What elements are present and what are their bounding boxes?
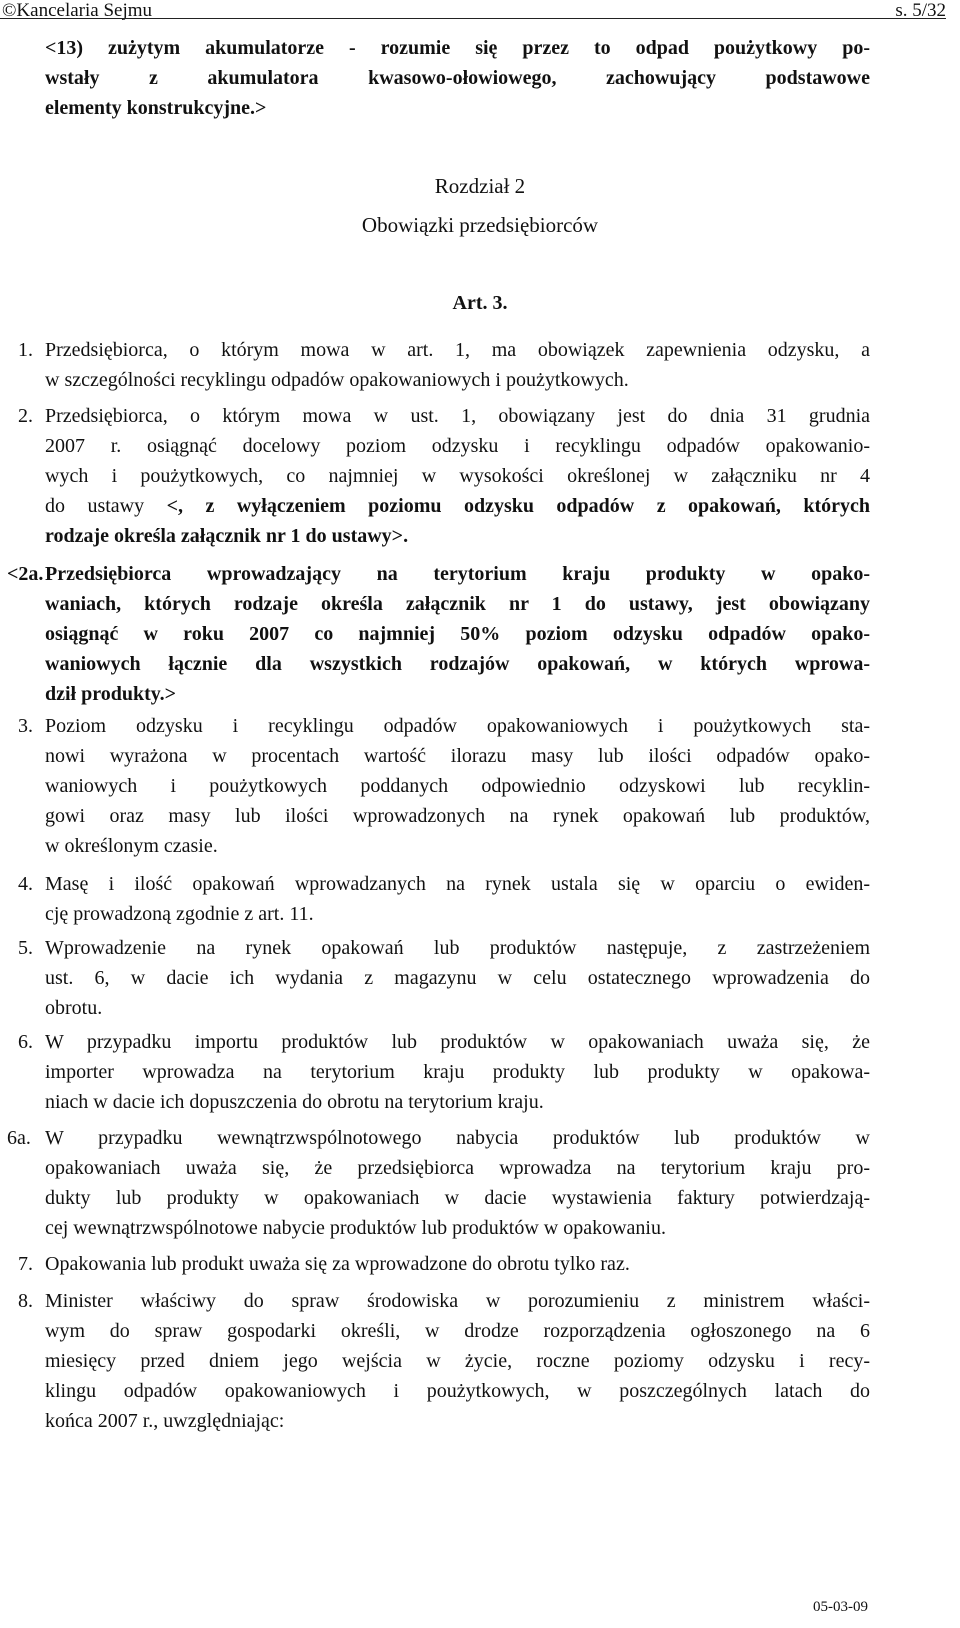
text-line: osiągnąć w roku 2007 co najmniej 50% poziom odzysku odpadów opako- bbox=[45, 623, 870, 645]
text-line: wych i poużytkowych, co najmniej w wysokości określonej w załączniku nr 4 bbox=[45, 465, 870, 487]
text-line: ust. 6, w dacie ich wydania z magazynu w celu ostatecznego wprowadzenia do bbox=[45, 967, 870, 989]
text-line: <13) zużytym akumulatorze - rozumie się przez to odpad poużytkowy po- bbox=[45, 37, 870, 59]
text-line: miesięcy przed dniem jego wejścia w życie, roczne poziomy odzysku i recy- bbox=[45, 1350, 870, 1372]
paragraph-number: 3. bbox=[18, 715, 33, 737]
text-line: dził produkty.> bbox=[45, 683, 177, 705]
paragraph-number: 4. bbox=[18, 873, 33, 895]
copyright-label: ©Kancelaria Sejmu bbox=[2, 0, 153, 21]
text-line: W przypadku wewnątrzwspólnotowego nabycia produktów lub produktów w bbox=[45, 1127, 870, 1149]
text-line: waniowych łącznie dla wszystkich rodzajów opakowań, w których wprowa- bbox=[45, 653, 870, 675]
header-rule bbox=[0, 18, 946, 19]
text-line: Wprowadzenie na rynek opakowań lub produktów następuje, z zastrzeżeniem bbox=[45, 937, 870, 959]
text-line: Minister właściwy do spraw środowiska w porozumieniu z ministrem właści- bbox=[45, 1290, 870, 1312]
chapter-number: Rozdział 2 bbox=[434, 174, 526, 198]
chapter-title: Obowiązki przedsiębiorców bbox=[361, 213, 599, 237]
paragraph-6a bbox=[7, 1124, 870, 1244]
paragraph-number: <2a. bbox=[7, 563, 44, 585]
text-line: opakowaniach uważa się, że przedsiębiorca wprowadza na terytorium kraju pro- bbox=[45, 1157, 870, 1179]
text-line: rodzaje określa załącznik nr 1 do ustawy>. bbox=[45, 525, 409, 547]
text-line: W przypadku importu produktów lub produktów w opakowaniach uważa się, że bbox=[45, 1031, 870, 1053]
text-line-mixed bbox=[45, 492, 870, 522]
text-line: wstały z akumulatora kwasowo-ołowiowego, zachowujący podstawowe bbox=[45, 67, 870, 89]
text-line: Masę i ilość opakowań wprowadzanych na rynek ustala się w oparciu o ewiden- bbox=[45, 873, 870, 895]
text-line: waniach, których rodzaje określa załącznik nr 1 do ustawy, jest obowiązany bbox=[45, 593, 870, 615]
text-line: Przedsiębiorca, o którym mowa w art. 1, ma obowiązek zapewnienia odzysku, a bbox=[45, 339, 870, 361]
text-line: cję prowadzoną zgodnie z art. 11. bbox=[45, 903, 314, 925]
text-line: cej wewnątrzwspólnotowe nabycie produktów lub produktów w opakowaniu. bbox=[45, 1217, 666, 1239]
text-line: elementy konstrukcyjne.> bbox=[45, 97, 267, 119]
paragraph-7 bbox=[18, 1250, 870, 1280]
definition-13 bbox=[45, 33, 870, 123]
paragraph-number: 5. bbox=[18, 937, 33, 959]
text-line: Przedsiębiorca wprowadzający na terytorium kraju produkty w opako- bbox=[45, 563, 870, 585]
paragraph-number: 2. bbox=[18, 405, 33, 427]
paragraph-8 bbox=[18, 1287, 870, 1437]
text-line: klingu odpadów opakowaniowych i poużytkowych, w poszczególnych latach do bbox=[45, 1380, 870, 1402]
text-line: dukty lub produkty w opakowaniach w dacie wystawienia faktury potwierdzają- bbox=[45, 1187, 870, 1209]
text-line: Przedsiębiorca, o którym mowa w ust. 1, obowiązany jest do dnia 31 grudnia bbox=[45, 405, 870, 427]
paragraph-5 bbox=[18, 934, 870, 1024]
paragraph-3 bbox=[18, 712, 870, 862]
text-line: gowi oraz masy lub ilości wprowadzonych na rynek opakowań lub produktów, bbox=[45, 805, 870, 827]
paragraph-1 bbox=[18, 336, 870, 396]
paragraph-number: 8. bbox=[18, 1290, 33, 1312]
text-line: w szczególności recyklingu odpadów opakowaniowych i poużytkowych. bbox=[45, 369, 629, 391]
paragraph-number: 1. bbox=[18, 339, 33, 361]
text-line: obrotu. bbox=[45, 997, 103, 1019]
text-line: niach w dacie ich dopuszczenia do obrotu na terytorium kraju. bbox=[45, 1091, 544, 1113]
text-line: 2007 r. osiągnąć docelowy poziom odzysku i recyklingu odpadów opakowanio- bbox=[45, 435, 870, 457]
plain-fragment: do ustawy bbox=[45, 495, 167, 517]
page-number: s. 5/32 bbox=[895, 0, 946, 21]
paragraph-number: 6. bbox=[18, 1031, 33, 1053]
paragraph-6 bbox=[18, 1028, 870, 1118]
text-line: w określonym czasie. bbox=[45, 835, 218, 857]
text-line: Opakowania lub produkt uważa się za wprowadzone do obrotu tylko raz. bbox=[45, 1253, 630, 1275]
paragraph-2 bbox=[18, 402, 870, 552]
text-line: nowi wyrażona w procentach wartość ilorazu masy lub ilości odpadów opako- bbox=[45, 745, 870, 767]
paragraph-number: 6a. bbox=[7, 1127, 31, 1149]
text-line: Poziom odzysku i recyklingu odpadów opakowaniowych i poużytkowych sta- bbox=[45, 715, 870, 737]
paragraph-number: 7. bbox=[18, 1253, 33, 1275]
paragraph-2a bbox=[7, 560, 870, 710]
text-line: wym do spraw gospodarki określi, w drodze rozporządzenia ogłoszonego na 6 bbox=[45, 1320, 870, 1342]
bold-fragment: <, z wyłączeniem poziomu odzysku odpadów z opakowań, których bbox=[166, 495, 870, 517]
text-line: importer wprowadza na terytorium kraju produkty lub produkty w opakowa- bbox=[45, 1061, 870, 1083]
footer-date: 05-03-09 bbox=[813, 1599, 868, 1615]
text-line: waniowych i poużytkowych poddanych odpowiednio odzyskowi lub recyklin- bbox=[45, 775, 870, 797]
paragraph-4 bbox=[18, 870, 870, 930]
article-label: Art. 3. bbox=[452, 292, 508, 314]
text-line: końca 2007 r., uwzględniając: bbox=[45, 1410, 285, 1432]
